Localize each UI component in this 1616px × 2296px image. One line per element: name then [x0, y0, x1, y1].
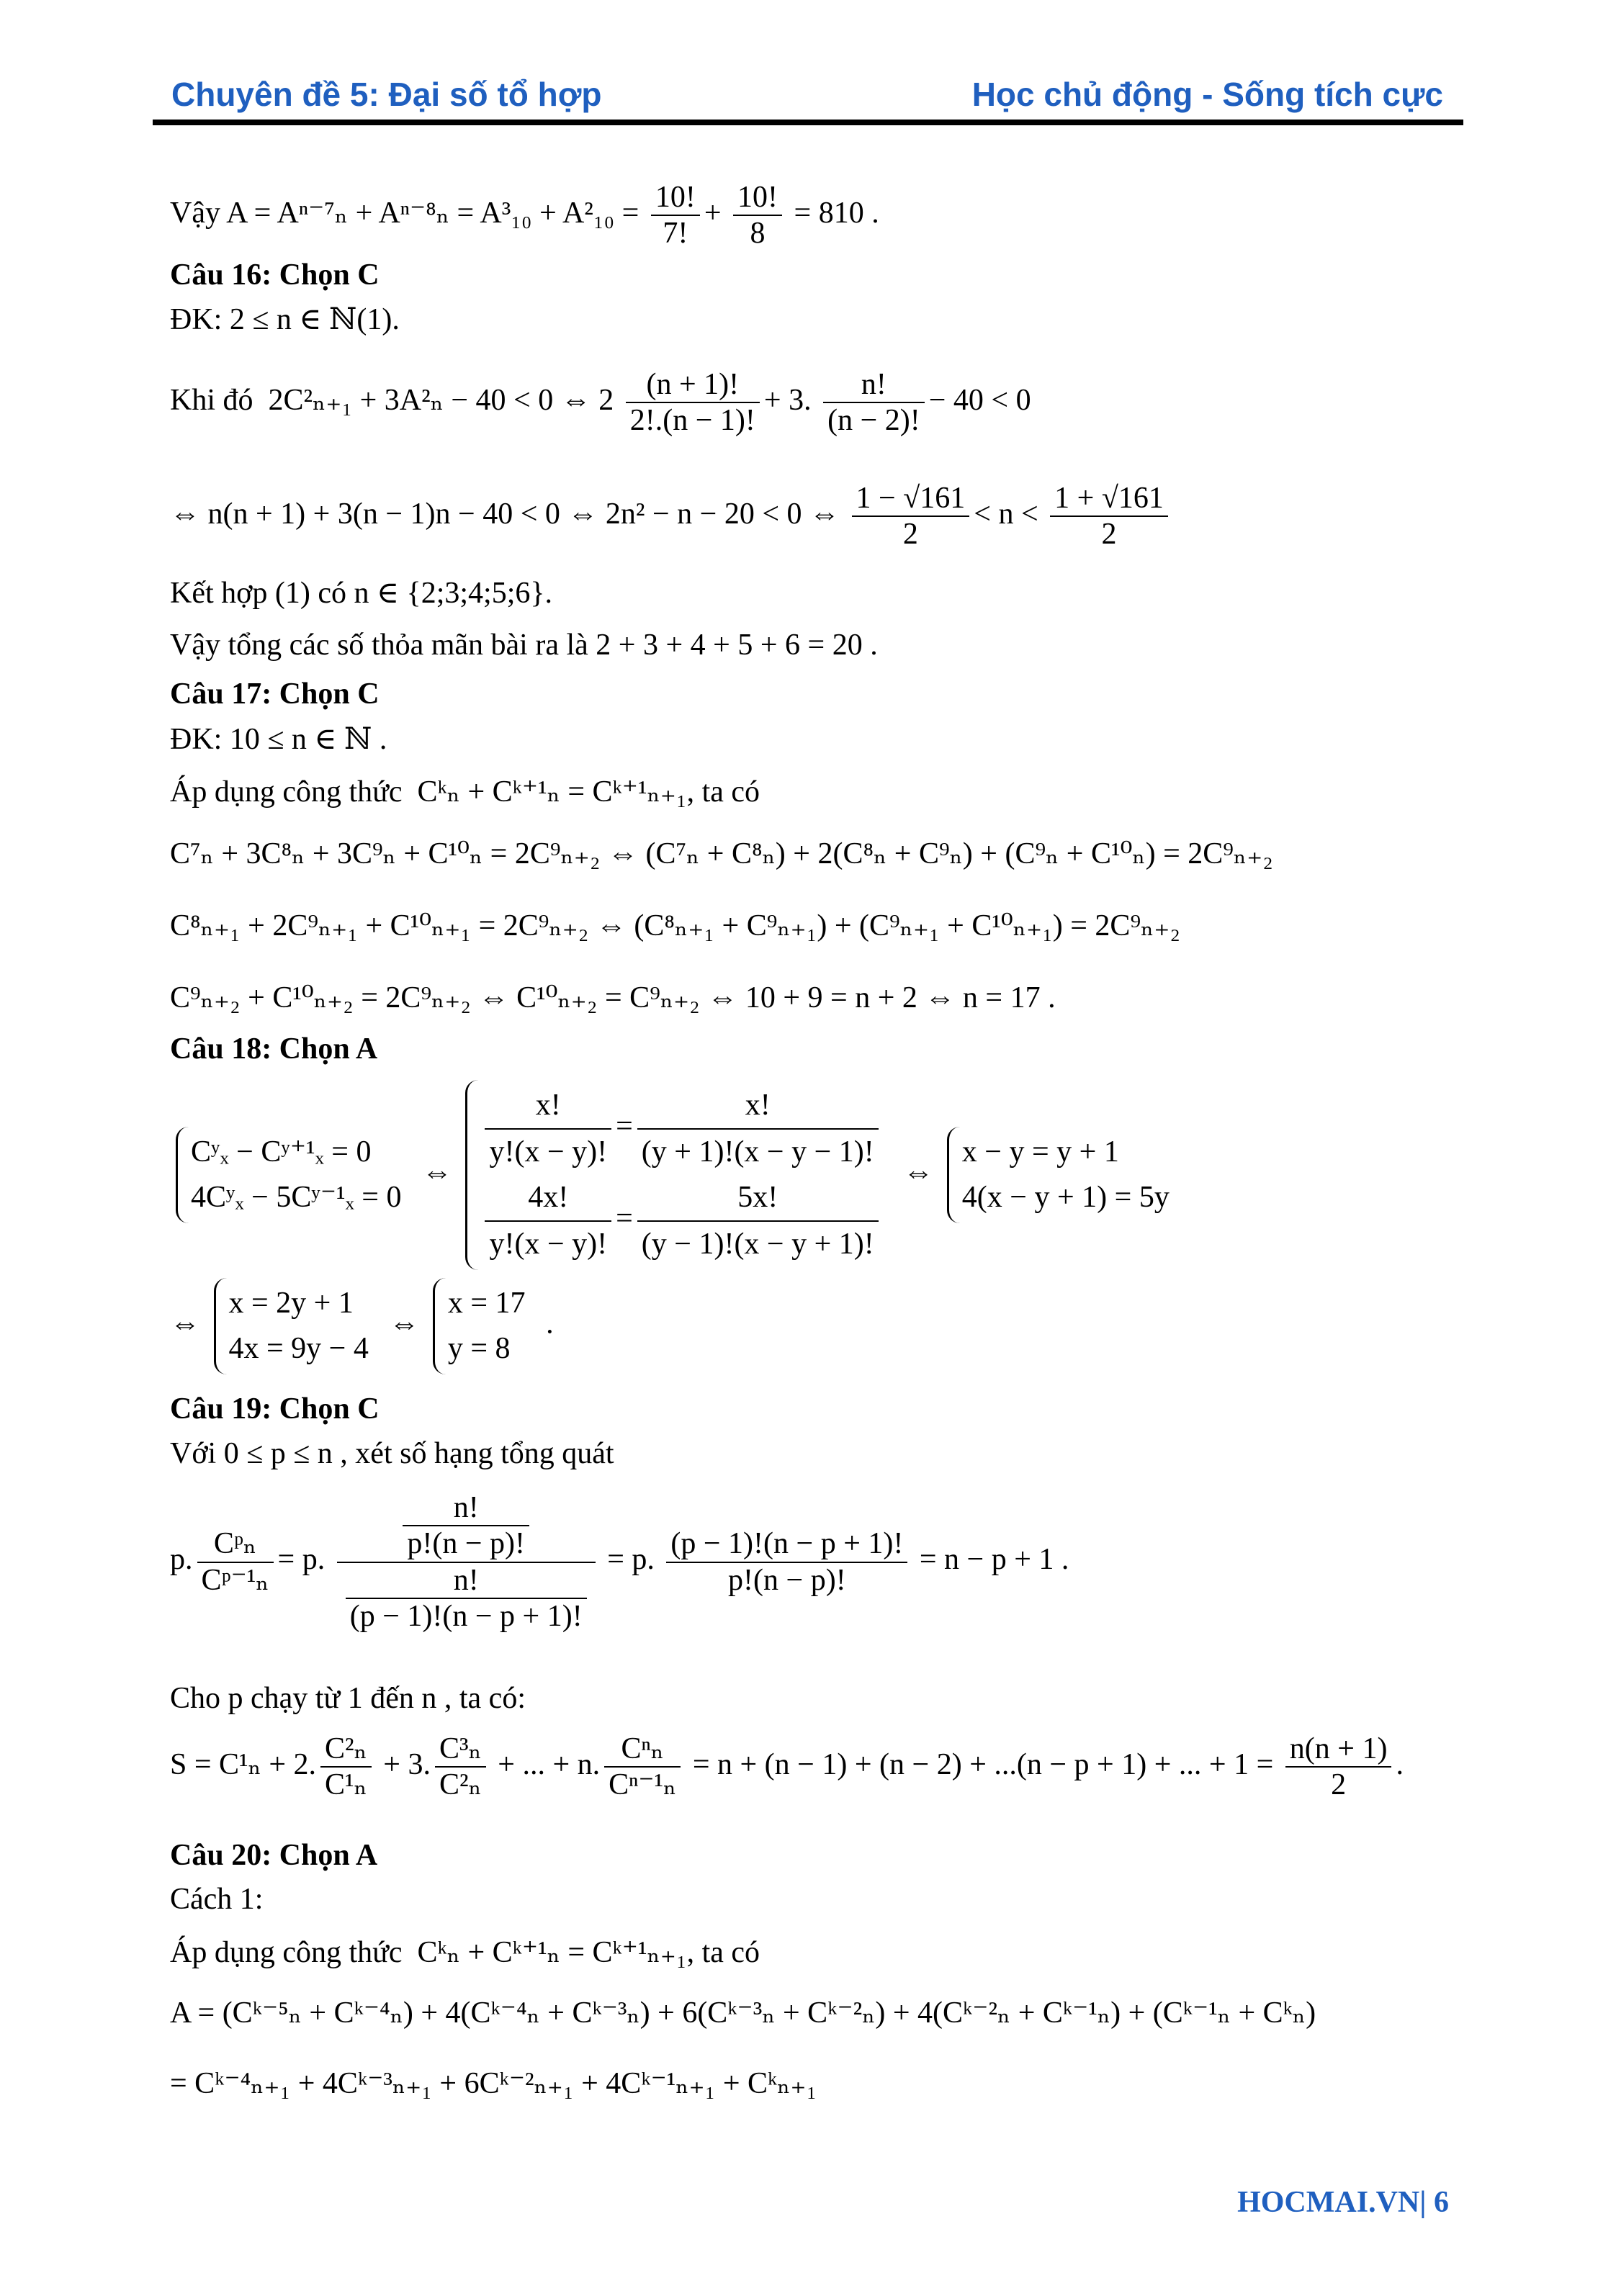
- q19-run-p: Cho p chạy từ 1 đến n , ta có:: [170, 1682, 526, 1715]
- fraction: $\frac{(n + 1)!}{2!.(n - 1)!}$: [626, 367, 760, 438]
- q20-apply-formula: Áp dụng công thức Cᵏₙ + Cᵏ⁺¹ₙ = Cᵏ⁺¹ₙ₊₁, ta có: [170, 1936, 760, 1969]
- q17-equation-2: C⁸ₙ₊₁ + 2C⁹ₙ₊₁ + C¹⁰ₙ₊₁ = 2C⁹ₙ₊₂ ⇔ (C⁸ₙ₊₁ + C⁹ₙ₊₁) + (C⁹ₙ₊₁ + C¹⁰ₙ₊₁) = 2C⁹ₙ₊₂: [170, 909, 1181, 942]
- q17-condition: ĐK: 10 ≤ n ∈ ℕ .: [170, 723, 387, 756]
- page-number: 6: [1426, 2186, 1449, 2219]
- fraction: $\frac{1 + √161}{2}$: [1050, 481, 1168, 552]
- header-rule: [153, 120, 1463, 125]
- fraction: $\frac{1 - √161}{2}$: [852, 481, 970, 552]
- fraction: $\frac{10!}{7!}$: [651, 180, 700, 251]
- question-20-title: Câu 20: Chọn A: [170, 1839, 378, 1872]
- q16-condition: ĐK: 2 ≤ n ∈ ℕ(1).: [170, 303, 400, 336]
- page-header: [153, 69, 1463, 127]
- q20-equation-1: A = (Cᵏ⁻⁵ₙ + Cᵏ⁻⁴ₙ) + 4(Cᵏ⁻⁴ₙ + Cᵏ⁻³ₙ) + 6(Cᵏ⁻³ₙ + Cᵏ⁻²ₙ) + 4(Cᵏ⁻²ₙ + Cᵏ⁻¹ₙ) + (Cᵏ⁻¹ₙ + Cᵏₙ): [170, 1996, 1316, 2030]
- question-17-title: Câu 17: Chọn C: [170, 677, 380, 711]
- q16-combine: Kết hợp (1) có n ∈ {2;3;4;5;6}.: [170, 577, 553, 610]
- q18-system-2: ⇔ x = 2y + 1 4x = 9y − 4 ⇔ x = 17 y = 8 .: [170, 1278, 554, 1374]
- q17-equation-3: C⁹ₙ₊₂ + C¹⁰ₙ₊₂ = 2C⁹ₙ₊₂ ⇔ C¹⁰ₙ₊₂ = C⁹ₙ₊₂ ⇔ 10 + 9 = n + 2 ⇔ n = 17 .: [170, 981, 1056, 1014]
- q16-equation-2: ⇔ n(n + 1) + 3(n − 1)n − 40 < 0 ⇔ 2n² − n − 20 < 0 ⇔ $\frac{1 - √161}{2}$ < n < $\frac{1 + √161}{2}$: [170, 481, 1172, 552]
- q19-sum-equation: S = C¹ₙ + 2. $\frac{\text{C²ₙ}}{\text{C¹ₙ}}$ + 3. $\frac{\text{C³ₙ}}{\text{C²ₙ}}$ + ... + n. $\frac{\text{Cⁿₙ}}{\text{Cⁿ⁻¹ₙ}}$ = n + (n − 1) + (n − 2) + ...(n − p + 1) + ... + 1 = $\frac{n(n + 1)}{2}$ .: [170, 1732, 1404, 1802]
- header-slogan: Học chủ động - Sống tích cực: [971, 76, 1443, 113]
- header-chapter-title: Chuyên đề 5: Đại số tổ hợp: [171, 76, 602, 113]
- q19-general-term: Với 0 ≤ p ≤ n , xét số hạng tổng quát: [170, 1437, 614, 1470]
- fraction: $\frac{10!}{8}$: [733, 180, 782, 251]
- question-16-title: Câu 16: Chọn C: [170, 258, 380, 292]
- fraction: $\frac{n!}{(n - 2)!}$: [823, 367, 925, 438]
- question-19-title: Câu 19: Chọn C: [170, 1392, 380, 1426]
- question-18-title: Câu 18: Chọn A: [170, 1032, 378, 1066]
- q16-equation-1: Khi đó 2C²ₙ₊₁ + 3A²ₙ − 40 < 0 ⇔ 2 $\frac{(n + 1)!}{2!.(n - 1)!}$ + 3. $\frac{n!}{(n - 2)!}$ − 40 < 0: [170, 368, 1031, 438]
- page-footer: [1237, 2185, 1449, 2220]
- q20-method-1: Cách 1:: [170, 1883, 264, 1916]
- q16-sum: Vậy tổng các số thỏa mãn bài ra là 2 + 3 + 4 + 5 + 6 = 20 .: [170, 629, 878, 662]
- q20-equation-2: = Cᵏ⁻⁴ₙ₊₁ + 4Cᵏ⁻³ₙ₊₁ + 6Cᵏ⁻²ₙ₊₁ + 4Cᵏ⁻¹ₙ₊₁ + Cᵏₙ₊₁: [170, 2067, 817, 2100]
- q18-system-1: Cʸₓ − Cʸ⁺¹ₓ = 0 4Cʸₓ − 5Cʸ⁻¹ₓ = 0 ⇔ $\frac{x!}{y!(x - y)!}$ = $\frac{x!}{(y + 1)!(x - y - 1)!}$ $\frac{4x!}{y!(x - y)!}$ = $\frac{5x!}{(y - 1)!(x - y + 1)!}$ ⇔ x − y = y + 1 4(x − y + 1) = 5y: [170, 1080, 1182, 1270]
- footer-site: HOCMAI.VN|: [1237, 2186, 1427, 2219]
- q17-equation-1: C⁷ₙ + 3C⁸ₙ + 3C⁹ₙ + C¹⁰ₙ = 2C⁹ₙ₊₂ ⇔ (C⁷ₙ + C⁸ₙ) + 2(C⁸ₙ + C⁹ₙ) + (C⁹ₙ + C¹⁰ₙ) = 2C⁹ₙ₊₂: [170, 837, 1273, 870]
- q17-apply-formula: Áp dụng công thức Cᵏₙ + Cᵏ⁺¹ₙ = Cᵏ⁺¹ₙ₊₁, ta có: [170, 775, 760, 809]
- q19-ratio-equation: p. $\frac{\text{Cᵖₙ}}{\text{Cᵖ⁻¹ₙ}}$ = p. $\frac{\frac{n!}{p!(n - p)!}}{\frac{n!}{(p - 1)!(n - p + 1)!}}$ = p. $\frac{(p - 1)!(n - p + 1)!}{p!(n - p)!}$ = n − p + 1 .: [170, 1491, 1069, 1633]
- line-conclusion-A: Vậy A = Aⁿ⁻⁷ₙ + Aⁿ⁻⁸ₙ = A³₁₀ + A²₁₀ = $\frac{10!}{7!}$ + $\frac{10!}{8}$ = 810 .: [170, 181, 879, 251]
